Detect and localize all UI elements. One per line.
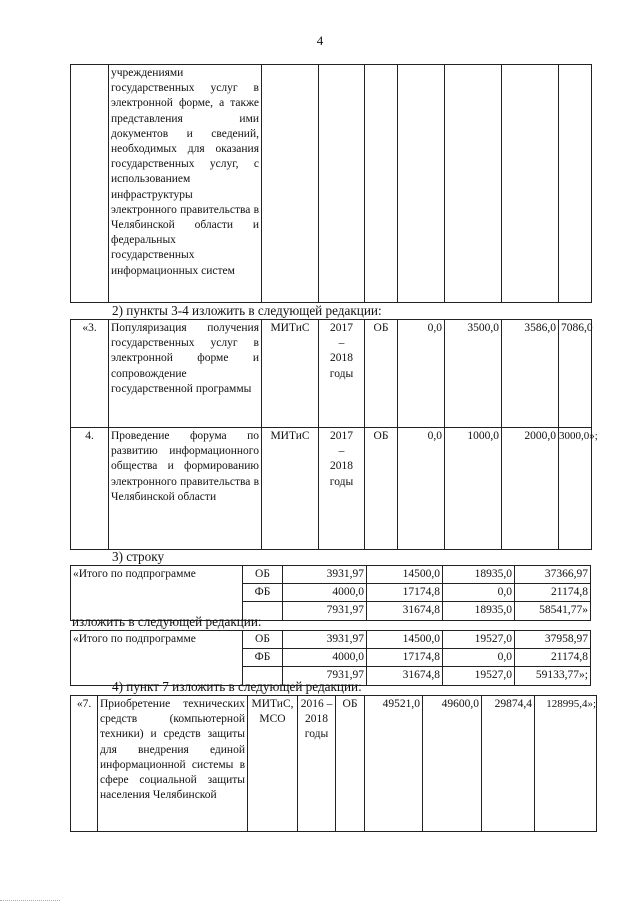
cell-executor bbox=[262, 65, 319, 303]
row-total: 59133,77»; bbox=[515, 667, 591, 685]
row-v3: 18935,0 bbox=[443, 602, 515, 620]
cell-source bbox=[365, 65, 398, 303]
heading-item-3: 3) строку bbox=[112, 549, 165, 564]
table-continued-row bbox=[70, 64, 592, 303]
heading-item-2: 2) пункты 3-4 изложить в следующей редакции: bbox=[112, 303, 382, 318]
row-v2: 49600,0 bbox=[423, 696, 482, 832]
row-v3: 0,0 bbox=[443, 649, 515, 667]
year-start: 2016 – bbox=[300, 698, 333, 710]
row-number: «3. bbox=[71, 320, 109, 428]
totals-label: «Итого по подпрограмме bbox=[71, 566, 243, 621]
row-total: 21174,8 bbox=[515, 584, 591, 602]
row-source: ФБ bbox=[243, 649, 283, 667]
cell-years bbox=[319, 65, 365, 303]
row-executor: МИТиС, МСО bbox=[248, 696, 298, 832]
row-v1: 4000,0 bbox=[283, 649, 367, 667]
table-row bbox=[71, 320, 592, 428]
cell-v3 bbox=[502, 65, 559, 303]
row-source: ОБ bbox=[243, 566, 283, 584]
row-total: 7086,0 bbox=[559, 320, 592, 428]
row-executor: МИТиС bbox=[262, 428, 319, 550]
row-total: 3000,0»; bbox=[559, 428, 592, 550]
row-total: 58541,77» bbox=[515, 602, 591, 620]
table-row bbox=[71, 696, 597, 832]
row-v1: 3931,97 bbox=[283, 631, 367, 649]
table-row bbox=[71, 631, 591, 649]
cell-v1 bbox=[398, 65, 445, 303]
row-number: 4. bbox=[71, 428, 109, 550]
row-total: 37958,97 bbox=[515, 631, 591, 649]
year-word: годы bbox=[329, 367, 354, 380]
row-v3: 18935,0 bbox=[443, 566, 515, 584]
row-v3: 29874,4 bbox=[482, 696, 535, 832]
row-description: Приобретение технических средств (компьютерной техники) и средств защиты для внедрения единой информационной системы в сфере социальной защиты населения Челябинской bbox=[98, 696, 248, 832]
row-years bbox=[319, 320, 365, 428]
row-description: Популяризация получения государственных услуг в электронной форме и сопровождение государственной программы bbox=[109, 320, 262, 428]
row-source: ОБ bbox=[243, 631, 283, 649]
year-dash: – bbox=[338, 445, 345, 458]
scan-edge-line bbox=[0, 900, 60, 901]
year-end: 2018 bbox=[330, 352, 353, 365]
year-word: годы bbox=[304, 728, 329, 741]
row-v3: 19527,0 bbox=[443, 667, 515, 685]
cell-num bbox=[71, 65, 109, 303]
row-v2: 14500,0 bbox=[367, 631, 443, 649]
row-source: ФБ bbox=[243, 584, 283, 602]
table-point-7 bbox=[70, 695, 597, 832]
row-v2: 17174,8 bbox=[367, 649, 443, 667]
row-total: 128995,4»; bbox=[535, 696, 597, 832]
row-v1: 4000,0 bbox=[283, 584, 367, 602]
row-source: ОБ bbox=[336, 696, 365, 832]
table-row bbox=[71, 566, 591, 584]
page-number: 4 bbox=[316, 33, 324, 48]
row-v1: 49521,0 bbox=[365, 696, 423, 832]
row-source: ОБ bbox=[365, 428, 398, 550]
row-v1: 3931,97 bbox=[283, 566, 367, 584]
table-row bbox=[71, 428, 592, 550]
totals-label: «Итого по подпрограмме bbox=[71, 631, 243, 686]
cell-total bbox=[559, 65, 592, 303]
row-v1: 7931,97 bbox=[283, 602, 367, 620]
heading-new-edition: изложить в следующей редакции: bbox=[72, 614, 262, 629]
row-v3: 3586,0 bbox=[502, 320, 559, 428]
table-totals-old bbox=[70, 565, 591, 621]
row-v2: 17174,8 bbox=[367, 584, 443, 602]
year-dash: – bbox=[338, 337, 345, 350]
row-v2: 3500,0 bbox=[445, 320, 502, 428]
row-v1: 0,0 bbox=[398, 428, 445, 550]
row-source: ОБ bbox=[365, 320, 398, 428]
cell-description: учреждениями государственных услуг в электронной форме, а также представления ими документов и сведений, необходимых для оказания государственных услуг, с использованием инфраструктуры электронного правительства в Челябинской области и федеральных государственных информационных систем bbox=[109, 65, 262, 303]
year-word: годы bbox=[329, 475, 354, 488]
table-totals-new bbox=[70, 630, 591, 686]
year-end: 2018 bbox=[305, 713, 328, 726]
row-executor: МИТиС bbox=[262, 320, 319, 428]
row-v1: 0,0 bbox=[398, 320, 445, 428]
table-points-3-4 bbox=[70, 319, 598, 550]
year-end: 2018 bbox=[330, 460, 353, 473]
row-v2: 31674,8 bbox=[367, 667, 443, 685]
heading-item-4: 4) пункт 7 изложить в следующей редакции: bbox=[112, 679, 362, 694]
row-number: «7. bbox=[71, 696, 98, 832]
cell-v2 bbox=[445, 65, 502, 303]
row-v2: 14500,0 bbox=[367, 566, 443, 584]
year-start: 2017 bbox=[330, 430, 353, 442]
row-v2: 31674,8 bbox=[367, 602, 443, 620]
year-start: 2017 bbox=[330, 322, 353, 334]
row-v3: 0,0 bbox=[443, 584, 515, 602]
row-years bbox=[319, 428, 365, 550]
row-v3: 19527,0 bbox=[443, 631, 515, 649]
row-v2: 1000,0 bbox=[445, 428, 502, 550]
row-total: 21174,8 bbox=[515, 649, 591, 667]
row-total: 37366,97 bbox=[515, 566, 591, 584]
row-v1: 7931,97 bbox=[283, 667, 367, 685]
row-years bbox=[298, 696, 336, 832]
row-v3: 2000,0 bbox=[502, 428, 559, 550]
row-description: Проведение форума по развитию информационного общества и формированию электронного правительства в Челябинской области bbox=[109, 428, 262, 550]
